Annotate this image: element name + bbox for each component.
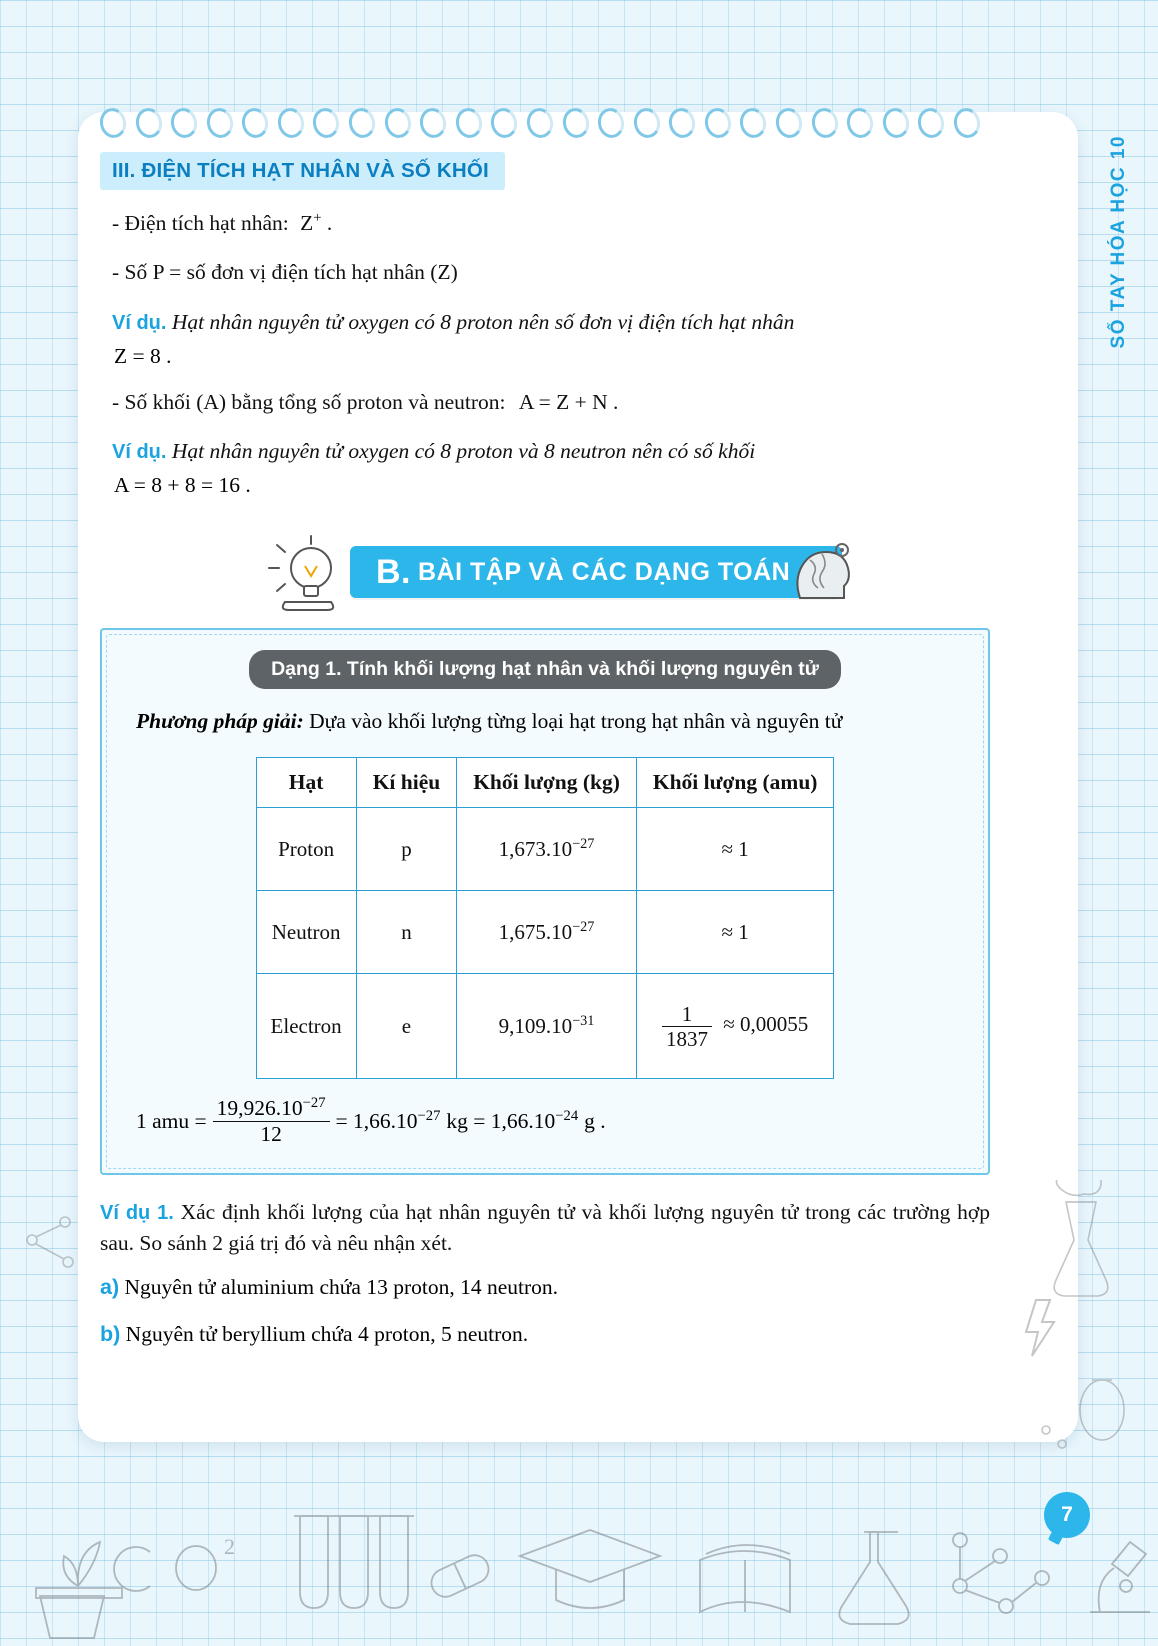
lightbulb-icon <box>265 534 357 612</box>
cell-mass-kg <box>457 891 637 974</box>
svg-text:2: 2 <box>224 1534 235 1559</box>
amu-definition <box>136 1095 968 1147</box>
ring <box>168 106 200 141</box>
ring <box>595 106 627 141</box>
ring <box>809 106 841 141</box>
section-b-banner <box>350 546 842 598</box>
cell-particle: Electron <box>256 974 356 1079</box>
ring <box>97 106 129 141</box>
mass-number-math: A = Z + N . <box>518 389 619 414</box>
mass-kg-exp: −31 <box>572 1013 595 1030</box>
col-header-mass-kg: Khối lượng (kg) <box>457 758 637 808</box>
ring <box>239 106 271 141</box>
fraction <box>213 1095 330 1147</box>
ring <box>773 106 805 141</box>
ring <box>560 106 592 141</box>
charge-math: Z+ <box>300 210 322 236</box>
cell-particle: Proton <box>256 808 356 891</box>
ring <box>346 106 378 141</box>
dang-1-box <box>100 628 990 1175</box>
ring <box>631 106 663 141</box>
amu-eq1: = $1,66.10^{-27}$ <box>335 1107 441 1134</box>
vidu-text: Hạt nhân nguyên tử oxygen có 8 proton và 8 neutron nên có số khối <box>171 438 756 463</box>
paragraph-charge <box>112 208 990 239</box>
vidu-1-text: Xác định khối lượng của hạt nhân nguyên tử và khối lượng nguyên tử trong các trường hợp sau. So sánh 2 giá trị đó và nêu nhận xét. <box>100 1199 991 1256</box>
example-2-math: A = 8 + 8 = 16 . <box>114 473 251 498</box>
fraction-numerator: $19,926.10^{-27}$ <box>213 1095 330 1122</box>
example-1-math: Z = 8 . <box>114 343 172 368</box>
method-text: Dựa vào khối lượng từng loại hạt trong hạt nhân và nguyên tử <box>309 709 843 734</box>
ring <box>880 106 912 141</box>
mass-number-label: - Số khối (A) bằng tổng số proton và neutron: <box>112 389 506 414</box>
cell-mass-amu: ≈ 1 <box>636 891 834 974</box>
method-paragraph <box>136 705 954 737</box>
page-content <box>100 152 990 1368</box>
cell-symbol: n <box>356 891 457 974</box>
item-text: Nguyên tử beryllium chứa 4 proton, 5 neutron. <box>125 1321 529 1346</box>
page-number-badge: 7 <box>1044 1492 1090 1538</box>
col-header-mass-amu: Khối lượng (amu) <box>636 758 834 808</box>
mass-kg-exp: −27 <box>572 836 595 853</box>
mass-kg-base: 1,673.10 <box>498 837 573 862</box>
cell-mass-kg <box>457 974 637 1079</box>
amu-unit1: kg = $1,66.10^{-24}$ <box>446 1107 579 1134</box>
ring <box>844 106 876 141</box>
mass-kg-exp: −27 <box>572 919 595 936</box>
table-row <box>256 808 834 891</box>
vidu-text: Hạt nhân nguyên tử oxygen có 8 proton nên số đơn vị điện tích hạt nhân <box>171 309 795 334</box>
bottom-decoration-doodles <box>0 1436 1158 1646</box>
list-item <box>100 1322 990 1347</box>
spiral-binding-rings <box>100 108 980 142</box>
ring <box>915 106 947 141</box>
fraction-numerator: 1 <box>662 1002 712 1027</box>
paragraph-mass-number <box>112 387 990 418</box>
amu-lead: 1 amu = <box>136 1108 207 1133</box>
particle-mass-table <box>256 757 835 1079</box>
vidu-label: Ví dụ. <box>112 440 167 463</box>
dang-chip: Dạng 1. Tính khối lượng hạt nhân và khối lượng nguyên tử <box>249 650 841 689</box>
item-marker: b) <box>100 1321 121 1346</box>
cell-symbol: e <box>356 974 457 1079</box>
book-side-title: SỔ TAY HÓA HỌC 10 <box>1108 135 1129 349</box>
section-b-letter: B. <box>376 552 411 591</box>
ring <box>524 106 556 141</box>
ring <box>489 106 521 141</box>
ring <box>417 106 449 141</box>
vidu-1-label: Ví dụ 1. <box>100 1201 174 1224</box>
charge-period: . <box>326 211 333 236</box>
item-text: Nguyên tử aluminium chứa 13 proton, 14 neutron. <box>124 1275 559 1300</box>
method-label: Phương pháp giải: <box>136 709 304 734</box>
ring <box>453 106 485 141</box>
approx-value: ≈ 0,00055 <box>723 1012 809 1037</box>
ring <box>275 106 307 141</box>
brain-head-icon <box>790 536 856 606</box>
charge-label: - Điện tích hạt nhân: <box>112 211 289 236</box>
amu-unit2: g . <box>584 1108 606 1133</box>
fraction-denominator: 12 <box>260 1122 282 1147</box>
section-b-banner-area <box>100 534 990 624</box>
table-row <box>256 974 834 1079</box>
table-header-row <box>256 758 834 808</box>
example-1-inline <box>112 307 990 338</box>
ring <box>311 106 343 141</box>
mass-kg-base: 1,675.10 <box>498 920 573 945</box>
ring <box>738 106 770 141</box>
col-header-symbol: Kí hiệu <box>356 758 457 808</box>
ring <box>133 106 165 141</box>
item-marker: a) <box>100 1275 120 1300</box>
example-block-paragraph <box>100 1197 990 1259</box>
right-decoration-doodles <box>1006 1180 1156 1480</box>
list-item <box>100 1275 990 1300</box>
col-header-particle: Hạt <box>256 758 356 808</box>
paragraph-protons: - Số P = số đơn vị điện tích hạt nhân (Z) <box>112 260 458 285</box>
cell-mass-amu <box>636 974 834 1079</box>
example-2-inline <box>112 436 990 467</box>
cell-mass-amu: ≈ 1 <box>636 808 834 891</box>
ring <box>382 106 414 141</box>
ring <box>702 106 734 141</box>
ring <box>951 106 983 141</box>
fraction-denominator: 1837 <box>666 1026 709 1051</box>
ring <box>204 106 236 141</box>
cell-symbol: p <box>356 808 457 891</box>
left-decoration-doodles <box>10 1200 100 1360</box>
section-heading: III. ĐIỆN TÍCH HẠT NHÂN VÀ SỐ KHỐI <box>100 152 505 190</box>
fraction <box>662 1002 712 1051</box>
mass-kg-base: 9,109.10 <box>498 1014 573 1039</box>
section-b-title: BÀI TẬP VÀ CÁC DẠNG TOÁN <box>418 557 791 586</box>
table-row <box>256 891 834 974</box>
cell-particle: Neutron <box>256 891 356 974</box>
cell-mass-kg <box>457 808 637 891</box>
ring <box>666 106 698 141</box>
vidu-label: Ví dụ. <box>112 311 167 334</box>
